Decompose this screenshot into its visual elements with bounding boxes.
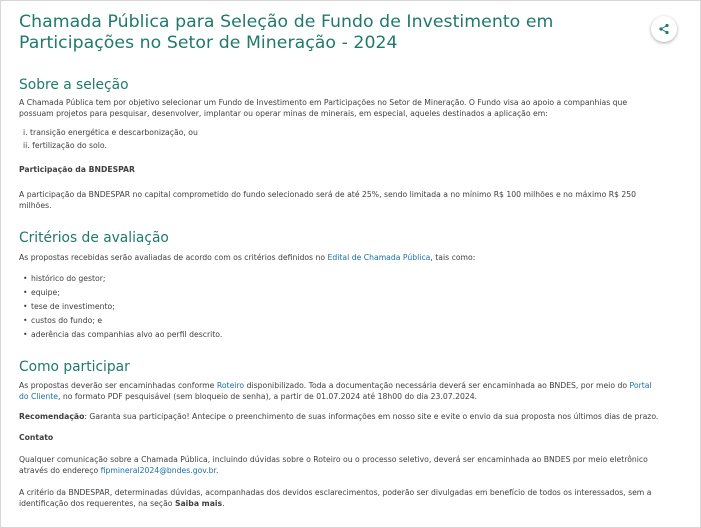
recomendacao-label: Recomendação [19, 412, 85, 421]
share-button[interactable] [651, 16, 677, 42]
list-item: • aderência das companhias alvo ao perfil descrito. [19, 328, 659, 342]
contato-heading: Contato [19, 433, 54, 442]
saiba-mais-label: Saiba mais [174, 499, 223, 508]
list-item: • custos do fundo; e [19, 314, 659, 328]
como-heading: Como participar [19, 359, 130, 375]
edital-link[interactable]: Edital de Chamada Pública [327, 253, 431, 262]
contato-body: Qualquer comunicação sobre a Chamada Pública, incluindo dúvidas sobre o Roteiro ou o processo seletivo, deverá ser encaminhada ao BNDES por meio eletrônico através do endereço [19, 455, 648, 475]
portal-cliente-link[interactable]: Portal do Cliente [19, 381, 652, 401]
criterios-intro-text: As propostas recebidas serão avaliadas de acordo com os critérios definidos no [19, 253, 328, 262]
criterios-intro [19, 252, 659, 263]
criterios-intro-end: , tais como: [430, 253, 476, 262]
page-title: Chamada Pública para Seleção de Fundo de Investimento em Participações no Setor de Mineração - 2024 [19, 12, 554, 53]
list-item: i. transição energética e descarbonização, ou [23, 128, 198, 137]
como-paragraph [19, 380, 659, 402]
criterios-heading: Critérios de avaliação [19, 230, 169, 246]
sobre-intro: A Chamada Pública tem por objetivo selecionar um Fundo de Investimento em Participações no Setor de Mineração. O Fundo visa ao apoio a companhias que possuam projetos para pesquisar, desenvolver, implantar ou operar minas de minerais, em especial, aqueles destinados a aplicação em: [19, 98, 628, 118]
section-como-participar [19, 359, 659, 509]
list-item: • tese de investimento; [19, 300, 659, 314]
criterio-body: A critério da BNDESPAR, determinadas dúvidas, acompanhadas dos devidos esclarecimentos, poderão ser divulgadas em benefício de todos os interessados, sem a identificação dos requerentes, na seção [19, 488, 652, 508]
recomendacao-body: : Garanta sua participação! Antecipe o preenchimento de suas informações em nosso site e evite o envio da sua proposta nos últimos dias de prazo. [84, 412, 659, 421]
como-text-c: , no formato PDF pesquisável (sem bloqueio de senha), a partir de 01.07.2024 até 18h00 do dia 23.07.2024. [58, 392, 478, 401]
roteiro-link[interactable]: Roteiro [216, 381, 245, 390]
recomendacao-text [19, 411, 659, 422]
participacao-text: A participação da BNDESPAR no capital comprometido do fundo selecionado será de até 25%, sendo limitada a no mínimo R$ 100 milhões e no máximo R$ 250 milhões. [19, 190, 637, 211]
participacao-subheading: Participação da BNDESPAR [19, 165, 135, 175]
contato-end: . [216, 466, 219, 475]
como-text-b: disponibilizado. Toda a documentação necessária deverá ser encaminhada ao BNDES, por meio do [244, 381, 630, 390]
como-text-a: As propostas deverão ser encaminhadas conforme [19, 381, 217, 390]
main-content [19, 12, 659, 508]
criterio-bndespar-text [19, 487, 659, 509]
share-icon [658, 23, 670, 35]
sobre-heading: Sobre a seleção [19, 77, 129, 93]
contato-text [19, 454, 659, 476]
email-link[interactable]: fipmineral2024@bndes.gov.br [100, 466, 217, 475]
criterios-list [19, 272, 659, 342]
list-item: • equipe; [19, 286, 659, 300]
section-sobre [19, 77, 659, 211]
sobre-list [19, 127, 659, 152]
list-item: ii. fertilização do solo. [23, 140, 107, 150]
list-item: • histórico do gestor; [19, 272, 659, 286]
section-criterios [19, 230, 659, 342]
criterio-end: . [222, 499, 225, 508]
